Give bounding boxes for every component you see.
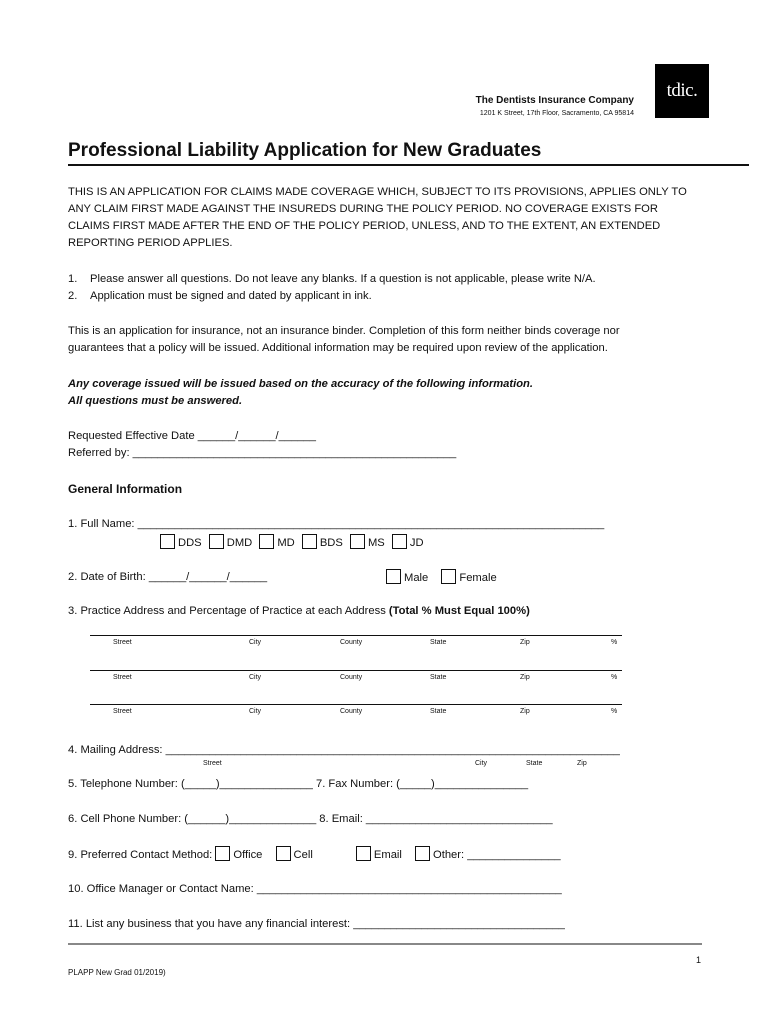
practice-address-line-1[interactable] bbox=[90, 635, 622, 636]
notice-line: This is an application for insurance, not an insurance binder. Completion of this form neither binds coverage nor bbox=[68, 325, 620, 337]
degree-checkbox[interactable] bbox=[392, 534, 407, 549]
gender-options bbox=[386, 569, 501, 587]
preferred-contact-label: 9. Preferred Contact Method: bbox=[68, 849, 213, 861]
financial-interest-field[interactable]: 11. List any business that you have any financial interest: __________________________________ bbox=[68, 918, 565, 930]
degree-label: BDS bbox=[319, 537, 343, 549]
intro-line: REPORTING PERIOD APPLIES. bbox=[68, 237, 233, 249]
mailing-address-field[interactable]: 4. Mailing Address: _________________________________________________________________________ bbox=[68, 744, 620, 756]
sub-label-city: City bbox=[249, 639, 262, 646]
email-label: Email bbox=[373, 849, 402, 861]
sub-label-percent: % bbox=[611, 639, 618, 646]
cell-checkbox[interactable] bbox=[276, 846, 291, 861]
emphasis-paragraph bbox=[68, 376, 533, 410]
sub-label-zip: Zip bbox=[520, 674, 530, 681]
sub-label-street: Street bbox=[113, 708, 132, 715]
instruction-number: 2. bbox=[68, 290, 78, 302]
degree-label: MD bbox=[277, 537, 295, 549]
instruction-item bbox=[68, 271, 596, 288]
male-checkbox[interactable] bbox=[386, 569, 401, 584]
degree-options bbox=[160, 534, 428, 552]
sub-label-street: Street bbox=[113, 674, 132, 681]
degree-label: DDS bbox=[178, 537, 202, 549]
sub-label-street: Street bbox=[113, 639, 132, 646]
practice-address-question bbox=[68, 603, 530, 620]
degree-checkbox[interactable] bbox=[160, 534, 175, 549]
office-manager-field[interactable]: 10. Office Manager or Contact Name: _________________________________________________ bbox=[68, 883, 562, 895]
instructions-list bbox=[68, 271, 596, 305]
office-checkbox[interactable] bbox=[215, 846, 230, 861]
sub-label-state: State bbox=[430, 674, 447, 681]
sub-label-percent: % bbox=[611, 674, 618, 681]
degree-checkbox[interactable] bbox=[350, 534, 365, 549]
instruction-number: 1. bbox=[68, 273, 78, 285]
practice-address-line-3[interactable] bbox=[90, 704, 622, 705]
mailing-sub-zip: Zip bbox=[577, 760, 587, 767]
instruction-text: Application must be signed and dated by applicant in ink. bbox=[90, 290, 372, 302]
degree-checkbox[interactable] bbox=[302, 534, 317, 549]
section-heading: General Information bbox=[68, 482, 183, 496]
sub-label-city: City bbox=[249, 674, 262, 681]
sub-label-state: State bbox=[430, 708, 447, 715]
notice-paragraph bbox=[68, 323, 620, 357]
tdic-logo: tdic. bbox=[655, 64, 709, 118]
sub-label-zip: Zip bbox=[520, 708, 530, 715]
degree-checkbox[interactable] bbox=[259, 534, 274, 549]
page-title: Professional Liability Application for New Graduates bbox=[68, 140, 542, 161]
mailing-sub-city: City bbox=[475, 760, 488, 767]
degree-checkbox[interactable] bbox=[209, 534, 224, 549]
office-label: Office bbox=[233, 849, 263, 861]
other-checkbox[interactable] bbox=[415, 846, 430, 861]
company-name: The Dentists Insurance Company bbox=[475, 95, 634, 106]
sub-label-percent: % bbox=[611, 708, 618, 715]
degree-label: MS bbox=[367, 537, 385, 549]
company-address: 1201 K Street, 17th Floor, Sacramento, CA 95814 bbox=[479, 110, 634, 117]
practice-address-label: 3. Practice Address and Percentage of Practice at each Address bbox=[68, 605, 389, 617]
mailing-sub-state: State bbox=[526, 760, 543, 767]
effective-date-field[interactable]: Requested Effective Date ______/______/______ bbox=[68, 430, 316, 442]
referred-by-field[interactable]: Referred by: ____________________________________________________ bbox=[68, 447, 457, 459]
intro-paragraph bbox=[68, 184, 687, 252]
mailing-sub-street: Street bbox=[203, 760, 222, 767]
sub-label-county: County bbox=[340, 708, 363, 715]
title-rule bbox=[68, 164, 749, 166]
telephone-fax-field[interactable]: 5. Telephone Number: (_____)_______________ 7. Fax Number: (_____)_______________ bbox=[68, 778, 529, 790]
male-label: Male bbox=[404, 572, 429, 584]
cell-email-field[interactable]: 6. Cell Phone Number: (______)______________ 8. Email: ______________________________ bbox=[68, 813, 553, 825]
instruction-text: Please answer all questions. Do not leave any blanks. If a question is not applicable, please write N/A. bbox=[90, 273, 596, 285]
page-number: 1 bbox=[696, 955, 702, 965]
sub-label-state: State bbox=[430, 639, 447, 646]
degree-label: DMD bbox=[226, 537, 253, 549]
intro-line: CLAIMS FIRST MADE AFTER THE END OF THE POLICY PERIOD, UNLESS, AND TO THE EXTENT, AN EXTENDED bbox=[68, 220, 661, 232]
date-of-birth-field[interactable]: 2. Date of Birth: ______/______/______ bbox=[68, 571, 268, 583]
female-checkbox[interactable] bbox=[441, 569, 456, 584]
intro-line: ANY CLAIM FIRST MADE AGAINST THE INSUREDS DURING THE POLICY PERIOD. NO COVERAGE EXISTS FOR bbox=[68, 203, 658, 215]
sub-label-county: County bbox=[340, 674, 363, 681]
footer-rule bbox=[68, 943, 702, 945]
preferred-contact-question bbox=[68, 846, 565, 864]
sub-label-city: City bbox=[249, 708, 262, 715]
notice-line: guarantees that a policy will be issued. Additional information may be required upon review of the application. bbox=[68, 342, 608, 354]
emphasis-line: Any coverage issued will be issued based on the accuracy of the following information. bbox=[68, 378, 534, 390]
female-label: Female bbox=[459, 572, 497, 584]
degree-label: JD bbox=[409, 537, 424, 549]
practice-address-requirement: (Total % Must Equal 100%) bbox=[388, 605, 530, 617]
full-name-field[interactable]: 1. Full Name: ___________________________________________________________________________ bbox=[68, 518, 605, 530]
instruction-item bbox=[68, 288, 596, 305]
emphasis-line: All questions must be answered. bbox=[68, 395, 243, 407]
sub-label-county: County bbox=[340, 639, 363, 646]
cell-label: Cell bbox=[293, 849, 313, 861]
email-checkbox[interactable] bbox=[356, 846, 371, 861]
other-label: Other: _______________ bbox=[433, 849, 561, 861]
intro-line: THIS IS AN APPLICATION FOR CLAIMS MADE COVERAGE WHICH, SUBJECT TO ITS PROVISIONS, APPLIES ONLY TO bbox=[68, 186, 687, 198]
form-code: PLAPP New Grad 01/2019) bbox=[68, 968, 166, 977]
practice-address-line-2[interactable] bbox=[90, 670, 622, 671]
sub-label-zip: Zip bbox=[520, 639, 530, 646]
